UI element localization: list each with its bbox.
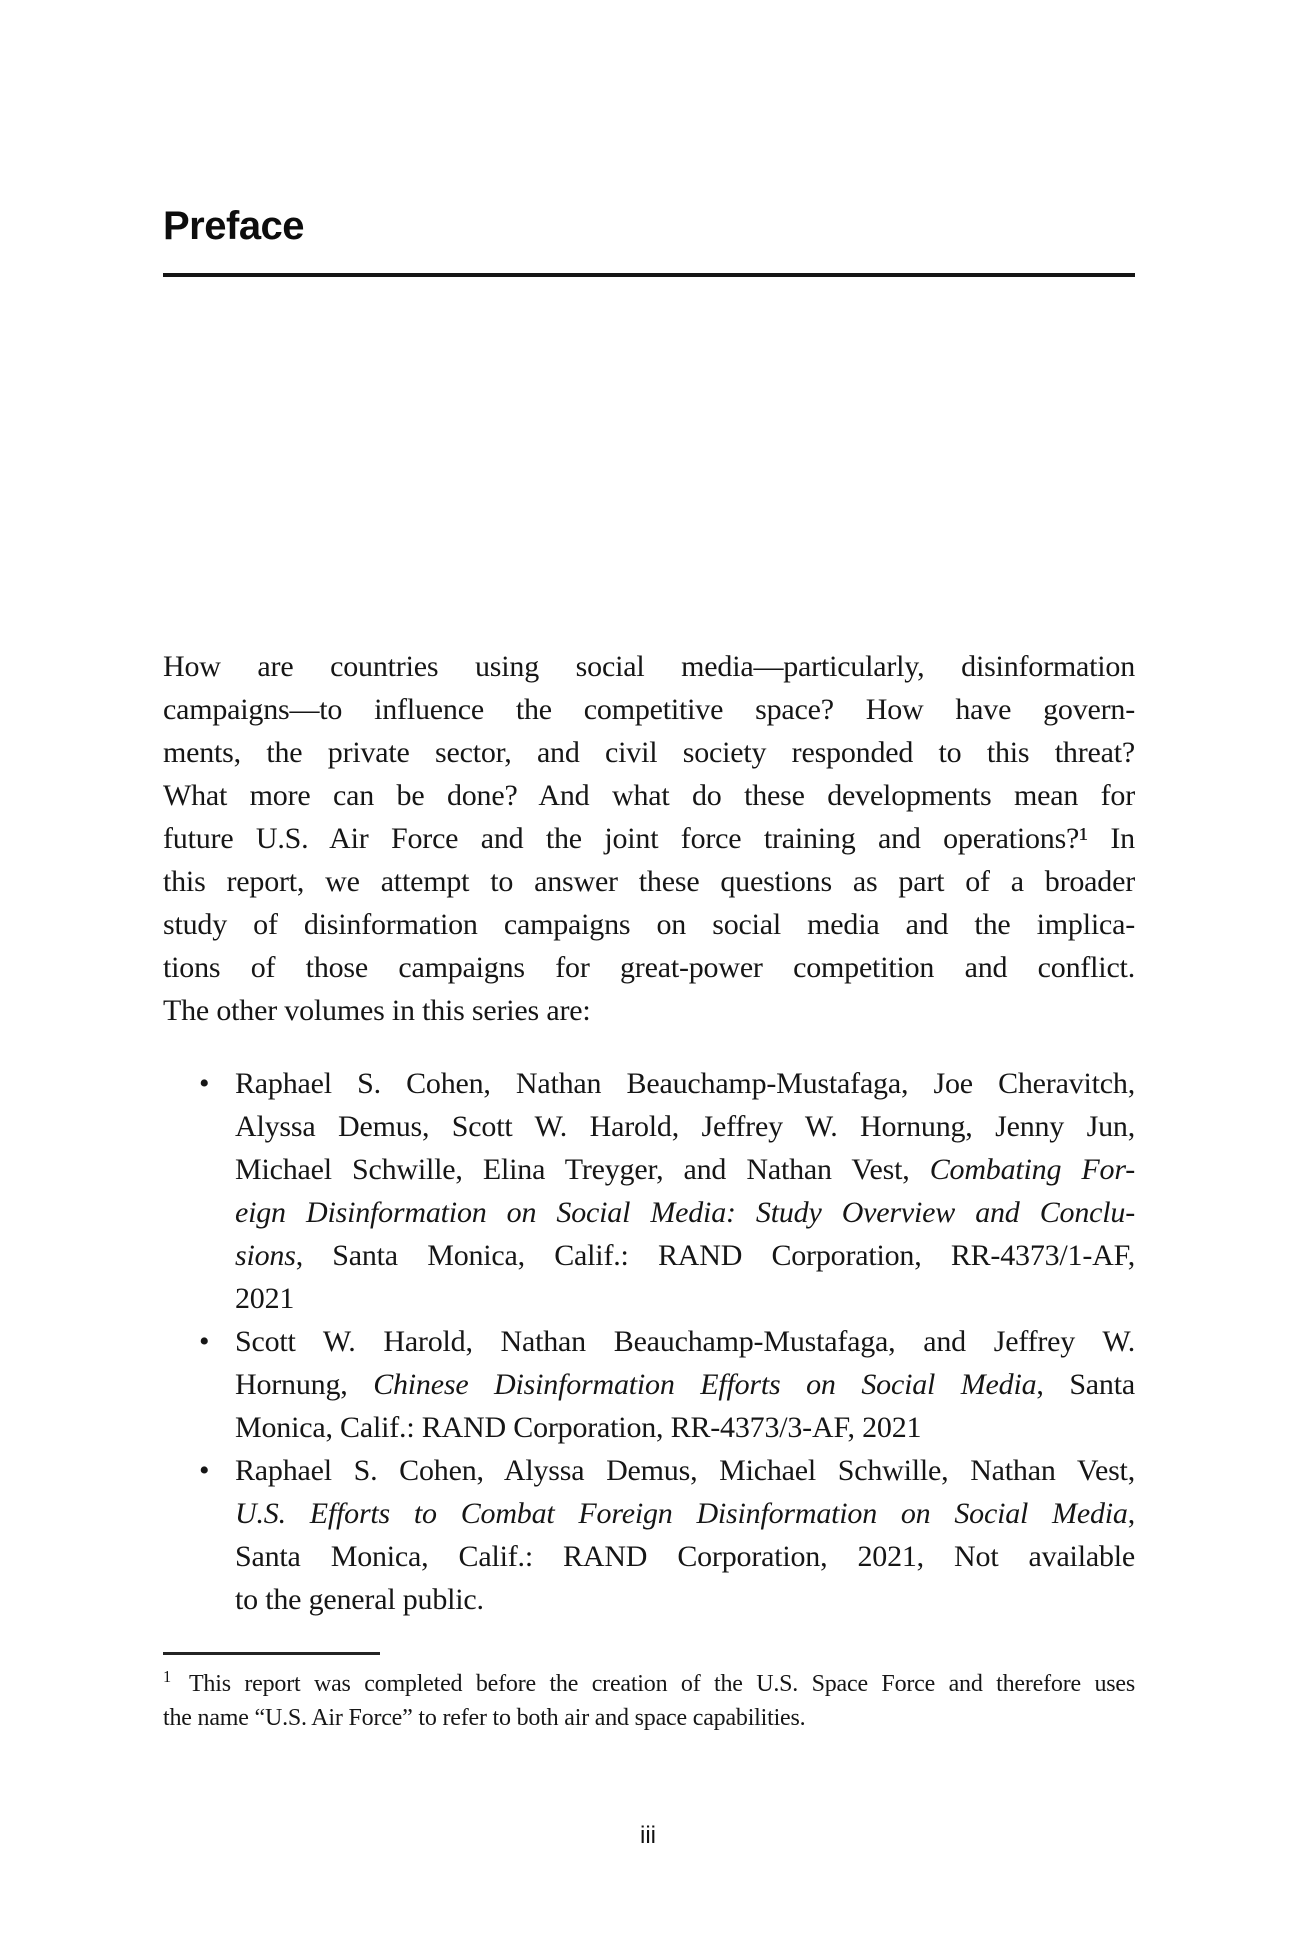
- text-line: [235, 1062, 1135, 1105]
- text-segment: future U.S. Air Force and the joint force training and operations?¹ In: [163, 822, 1135, 855]
- text-line: [235, 1234, 1135, 1277]
- text-line: [235, 1449, 1135, 1492]
- text-segment: , Santa Monica, Calif.: RAND Corporation, RR-4373/1-AF,: [295, 1239, 1135, 1272]
- text-segment: ments, the private sector, and civil society responded to this threat?: [163, 736, 1135, 769]
- bullet-icon: •: [199, 1325, 210, 1358]
- text-line: [235, 1578, 1135, 1621]
- volumes-list: [163, 1062, 1135, 1621]
- text-segment: this report, we attempt to answer these questions as part of a broader: [163, 865, 1135, 898]
- text-segment: 2021: [235, 1282, 295, 1315]
- text-segment: ,: [1127, 1497, 1135, 1530]
- text-line: [163, 731, 1135, 774]
- text-line: [235, 1535, 1135, 1578]
- bullet-icon: •: [199, 1067, 210, 1100]
- text-segment: How are countries using social media—particularly, disinformation: [163, 650, 1135, 683]
- footnote: [163, 1667, 1135, 1735]
- text-segment: The other volumes in this series are:: [163, 994, 591, 1027]
- text-line: [235, 1363, 1135, 1406]
- volume-citation-text: [235, 1449, 1135, 1621]
- intro-paragraph: [163, 645, 1135, 1032]
- text-segment: Alyssa Demus, Scott W. Harold, Jeffrey W. Hornung, Jenny Jun,: [235, 1110, 1135, 1143]
- text-segment: campaigns—to influence the competitive space? How have govern-: [163, 693, 1135, 726]
- footnote-text: This report was completed before the creation of the U.S. Space Force and therefore uses: [188, 1671, 1135, 1697]
- heading-rule: [163, 273, 1135, 277]
- footnote-line: [163, 1667, 1135, 1701]
- text-line: [235, 1406, 1135, 1449]
- volume-citation-item: [163, 1449, 1135, 1621]
- footnote-line: the name “U.S. Air Force” to refer to both air and space capabilities.: [163, 1705, 806, 1731]
- footnote-marker: 1: [163, 1667, 171, 1686]
- text-segment: Raphael S. Cohen, Nathan Beauchamp-Mustafaga, Joe Cheravitch,: [235, 1067, 1135, 1100]
- text-segment: Raphael S. Cohen, Alyssa Demus, Michael Schwille, Nathan Vest,: [235, 1454, 1135, 1487]
- text-segment: tions of those campaigns for great-power competition and conflict.: [163, 951, 1135, 984]
- bullet-icon: •: [199, 1454, 210, 1487]
- text-segment: to the general public.: [235, 1583, 484, 1616]
- italic-title-segment: Combating For-: [929, 1153, 1135, 1186]
- text-line: [163, 903, 1135, 946]
- text-segment: Michael Schwille, Elina Treyger, and Nathan Vest,: [235, 1153, 930, 1186]
- italic-title-segment: Chinese Disinformation Efforts on Social Media: [373, 1368, 1037, 1401]
- italic-title-segment: sions: [235, 1239, 296, 1272]
- volume-citation-text: [235, 1062, 1135, 1320]
- text-line: [235, 1277, 1135, 1320]
- volume-citation-item: [163, 1062, 1135, 1320]
- text-line: [163, 645, 1135, 688]
- text-segment: Santa Monica, Calif.: RAND Corporation, 2021, Not available: [235, 1540, 1135, 1573]
- text-segment: Hornung,: [235, 1368, 374, 1401]
- text-segment: Scott W. Harold, Nathan Beauchamp-Mustafaga, and Jeffrey W.: [235, 1325, 1135, 1358]
- text-line: [235, 1320, 1135, 1363]
- page-title: Preface: [163, 204, 305, 248]
- page-number: iii: [640, 1822, 656, 1849]
- volume-citation-text: [235, 1320, 1135, 1449]
- text-line: [235, 1492, 1135, 1535]
- text-line: [163, 817, 1135, 860]
- text-line: [163, 946, 1135, 989]
- text-segment: study of disinformation campaigns on social media and the implica-: [163, 908, 1135, 941]
- text-segment: , Santa: [1036, 1368, 1135, 1401]
- volume-citation-item: [163, 1320, 1135, 1449]
- text-line: [163, 774, 1135, 817]
- text-line: [163, 989, 1135, 1032]
- text-line: [235, 1191, 1135, 1234]
- text-line: [235, 1105, 1135, 1148]
- text-line: [163, 860, 1135, 903]
- text-line: [163, 688, 1135, 731]
- text-segment: Monica, Calif.: RAND Corporation, RR-4373/3-AF, 2021: [235, 1411, 922, 1444]
- text-line: [235, 1148, 1135, 1191]
- italic-title-segment: eign Disinformation on Social Media: Study Overview and Conclu-: [235, 1196, 1135, 1229]
- italic-title-segment: U.S. Efforts to Combat Foreign Disinformation on Social Media: [235, 1497, 1128, 1530]
- text-segment: What more can be done? And what do these developments mean for: [163, 779, 1135, 812]
- footnote-rule: [163, 1652, 380, 1655]
